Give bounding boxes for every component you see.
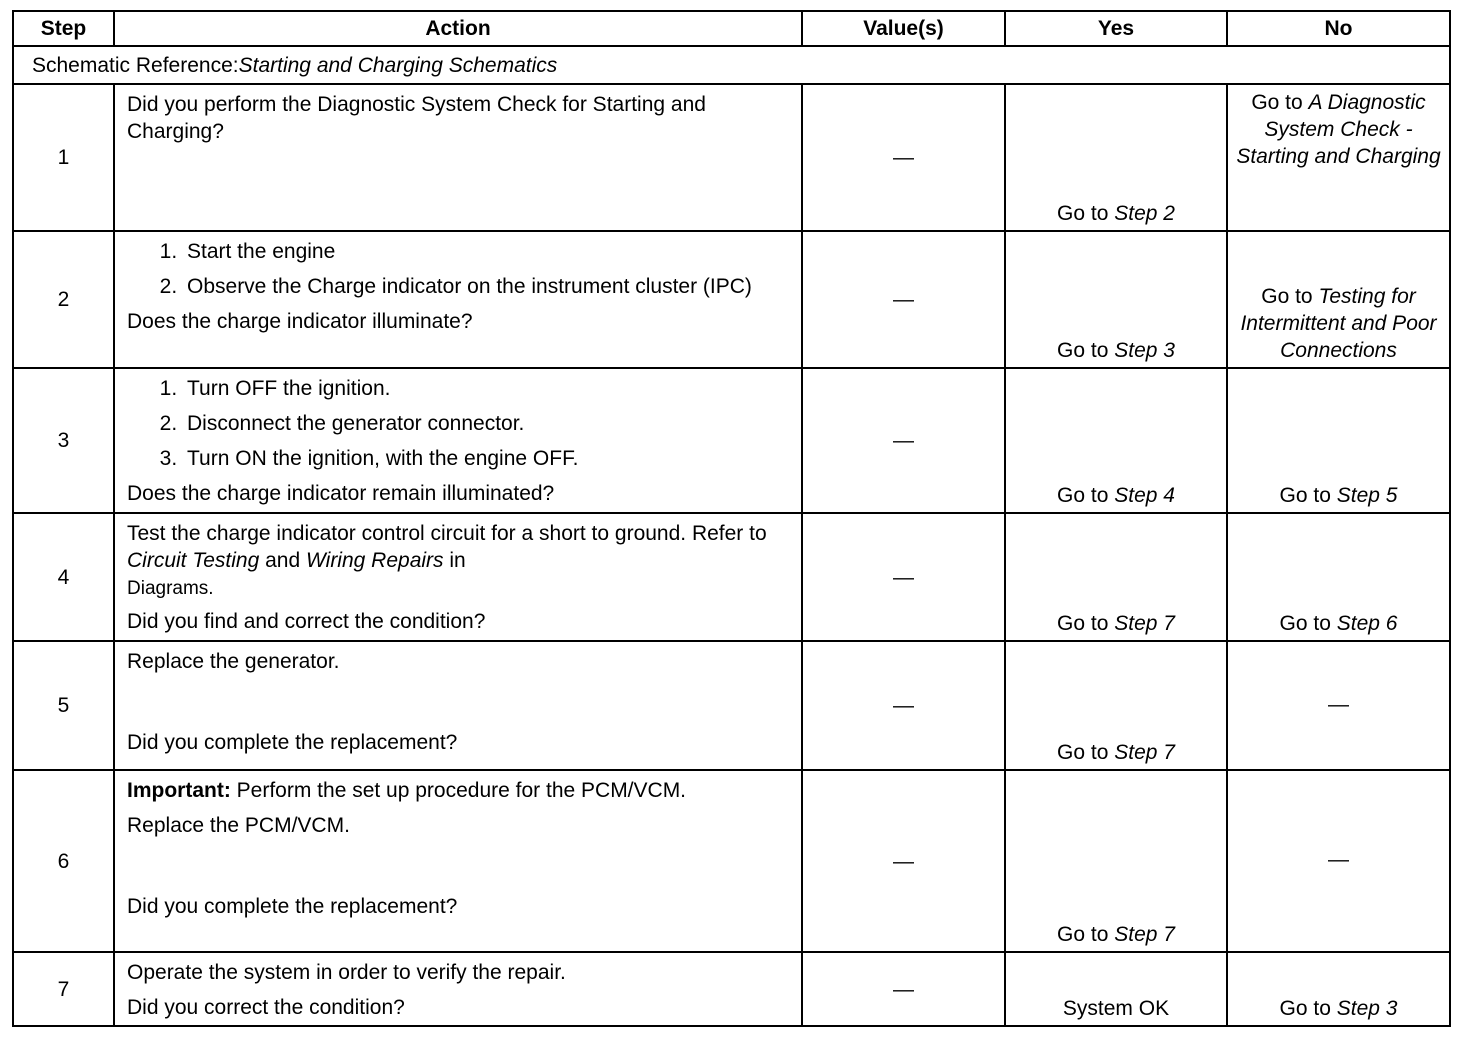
- header-step: Step: [13, 11, 114, 46]
- reference-link[interactable]: Starting and Charging Schematics: [238, 53, 558, 77]
- list-item: 3. Turn ON the ignition, with the engine OFF.: [183, 445, 791, 472]
- action-question: Does the charge indicator remain illuminated?: [127, 482, 555, 505]
- header-values: Value(s): [802, 11, 1005, 46]
- circuit-testing-link[interactable]: Circuit Testing: [127, 549, 260, 572]
- yes-link[interactable]: Step 4: [1114, 484, 1175, 507]
- action-cell: [114, 952, 802, 1026]
- table-row: [13, 84, 1450, 231]
- go-to-label: Go to: [1057, 923, 1109, 946]
- yes-link[interactable]: Step 3: [1114, 339, 1175, 362]
- yes-cell: [1005, 641, 1227, 770]
- yes-cell: [1005, 513, 1227, 641]
- table-row: [13, 368, 1450, 513]
- action-text-part: Diagrams.: [127, 578, 214, 599]
- no-link[interactable]: A Diagnostic System Check - Starting and Charging: [1236, 91, 1441, 168]
- action-text-part: and: [265, 549, 301, 572]
- value-cell: —: [802, 770, 1005, 952]
- yes-link[interactable]: Step 7: [1114, 923, 1175, 946]
- action-cell: [114, 513, 802, 641]
- go-to-label: Go to: [1279, 997, 1331, 1020]
- value-cell: —: [802, 84, 1005, 231]
- important-text: Perform the set up procedure for the PCM/VCM.: [236, 779, 687, 802]
- action-list: [127, 375, 791, 472]
- action-text: Replace the PCM/VCM.: [127, 814, 350, 837]
- important-label: Important:: [127, 779, 231, 802]
- no-link[interactable]: Step 6: [1336, 612, 1398, 635]
- yes-cell: System OK: [1005, 952, 1227, 1026]
- no-cell: [1227, 231, 1450, 368]
- header-action: Action: [114, 11, 802, 46]
- value-cell: —: [802, 952, 1005, 1026]
- action-question: Did you find and correct the condition?: [127, 610, 486, 633]
- step-number: 6: [13, 770, 114, 952]
- yes-link[interactable]: Step 7: [1114, 612, 1175, 635]
- list-item: 2. Observe the Charge indicator on the instrument cluster (IPC): [183, 273, 791, 300]
- step-number: 2: [13, 231, 114, 368]
- action-text: Replace the generator.: [127, 650, 340, 673]
- action-question: Did you complete the replacement?: [127, 731, 458, 754]
- yes-cell: [1005, 84, 1227, 231]
- table-row: [13, 513, 1450, 641]
- yes-cell: [1005, 368, 1227, 513]
- no-link[interactable]: Step 3: [1336, 997, 1398, 1020]
- step-number: 4: [13, 513, 114, 641]
- schematic-reference: [13, 46, 1450, 84]
- action-text: Did you perform the Diagnostic System Check for Starting and Charging?: [127, 93, 706, 143]
- yes-link[interactable]: Step 2: [1114, 202, 1175, 225]
- yes-link[interactable]: Step 7: [1114, 741, 1175, 764]
- header-no: No: [1227, 11, 1450, 46]
- action-cell: [114, 84, 802, 231]
- value-cell: —: [802, 513, 1005, 641]
- action-text-part: in: [449, 549, 466, 572]
- action-list: [127, 238, 791, 300]
- go-to-label: Go to: [1057, 484, 1109, 507]
- go-to-label: Go to: [1057, 741, 1109, 764]
- action-question: Does the charge indicator illuminate?: [127, 310, 473, 333]
- no-cell: —: [1227, 641, 1450, 770]
- yes-cell: [1005, 770, 1227, 952]
- table-row: [13, 231, 1450, 368]
- action-cell: [114, 368, 802, 513]
- go-to-label: Go to: [1279, 484, 1331, 507]
- action-text: Operate the system in order to verify the repair.: [127, 961, 566, 984]
- value-cell: —: [802, 641, 1005, 770]
- step-number: 3: [13, 368, 114, 513]
- yes-cell: [1005, 231, 1227, 368]
- no-cell: [1227, 952, 1450, 1026]
- no-link[interactable]: Step 5: [1336, 484, 1398, 507]
- table-row: [13, 770, 1450, 952]
- table-row: [13, 952, 1450, 1026]
- diagnostic-table: [12, 10, 1451, 1027]
- step-number: 7: [13, 952, 114, 1026]
- value-cell: —: [802, 231, 1005, 368]
- step-number: 5: [13, 641, 114, 770]
- no-cell: [1227, 84, 1450, 231]
- no-cell: —: [1227, 770, 1450, 952]
- list-item: 1. Turn OFF the ignition.: [183, 375, 791, 402]
- action-text: [127, 520, 791, 602]
- action-question: Did you correct the condition?: [127, 996, 405, 1019]
- action-cell: [114, 231, 802, 368]
- wiring-repairs-link[interactable]: Wiring Repairs: [306, 549, 444, 572]
- value-cell: —: [802, 368, 1005, 513]
- action-text-part: Test the charge indicator control circuit for a short to ground. Refer to: [127, 522, 767, 545]
- table-row: [13, 641, 1450, 770]
- step-number: 1: [13, 84, 114, 231]
- no-cell: [1227, 368, 1450, 513]
- no-link[interactable]: Testing for Intermittent and Poor Connections: [1240, 285, 1437, 362]
- list-item: 1. Start the engine: [183, 238, 791, 265]
- go-to-label: Go to: [1057, 202, 1109, 225]
- no-cell: [1227, 513, 1450, 641]
- list-item: 2. Disconnect the generator connector.: [183, 410, 791, 437]
- header-row: [13, 11, 1450, 46]
- go-to-label: Go to: [1057, 612, 1109, 635]
- go-to-label: Go to: [1261, 285, 1313, 308]
- important-note: [127, 777, 791, 804]
- header-yes: Yes: [1005, 11, 1227, 46]
- go-to-label: Go to: [1057, 339, 1109, 362]
- action-cell: [114, 641, 802, 770]
- action-cell: [114, 770, 802, 952]
- reference-label: Schematic Reference:: [32, 53, 239, 77]
- schematic-reference-row: [13, 46, 1450, 84]
- go-to-label: Go to: [1251, 91, 1303, 114]
- action-question: Did you complete the replacement?: [127, 895, 458, 918]
- go-to-label: Go to: [1279, 612, 1331, 635]
